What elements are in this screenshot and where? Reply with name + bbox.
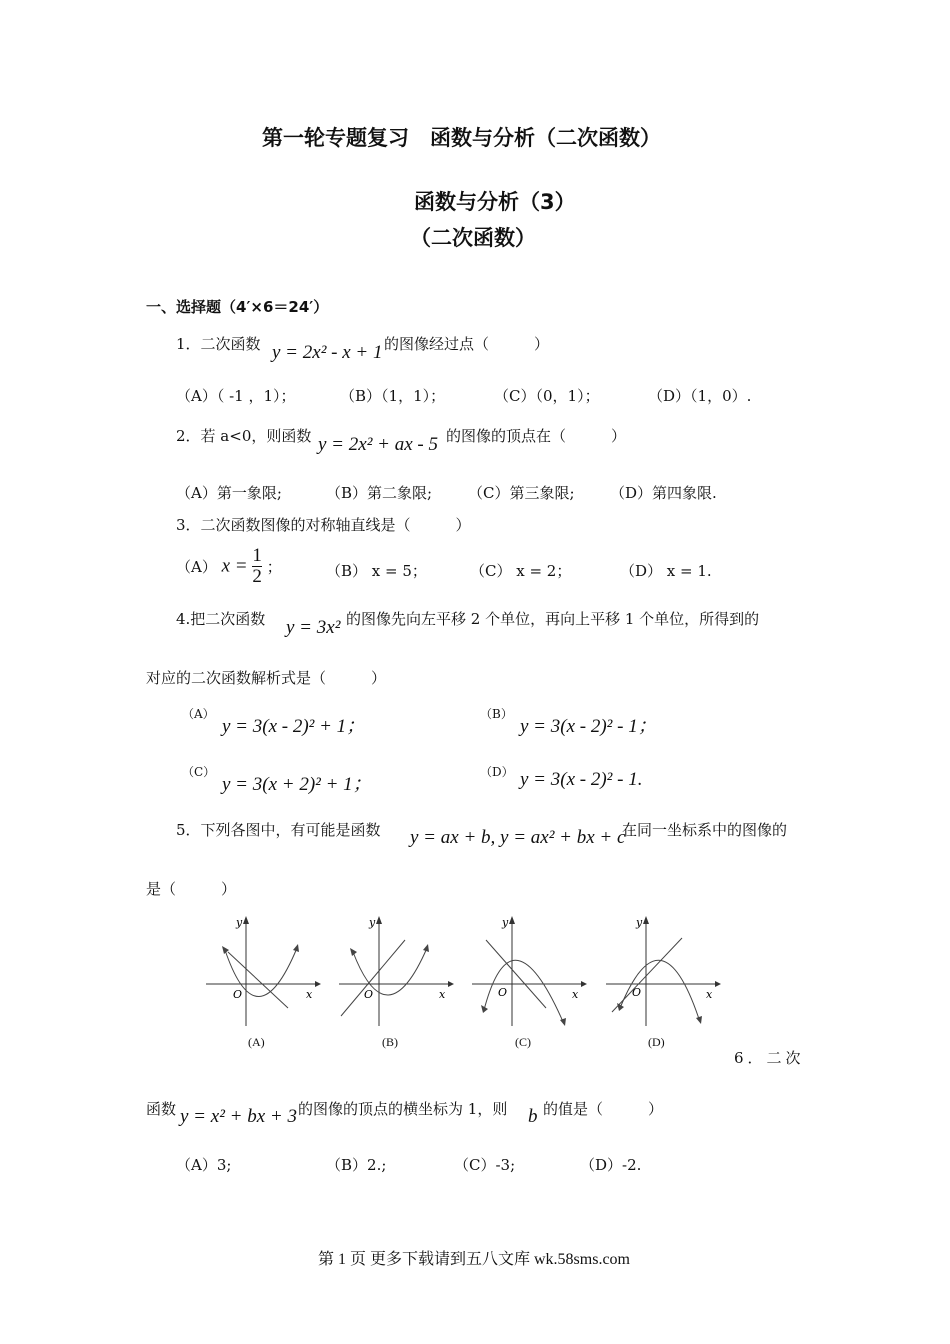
q5-line2: 是（ ） — [146, 880, 237, 898]
q2-option-b: （B）第二象限; — [326, 484, 433, 502]
q3-text: 3．二次函数图像的对称轴直线是（ ） — [176, 516, 471, 534]
q5-suffix: 在同一坐标系中的图像的 — [622, 821, 788, 839]
q4-option-d-formula: y = 3(x - 2)² - 1. — [520, 769, 643, 790]
q4-formula: y = 3x² — [286, 617, 341, 638]
graph-b-origin: O — [364, 988, 374, 1001]
graph-a-origin: O — [233, 988, 243, 1001]
graph-c — [466, 912, 596, 1032]
graph-a-y-label: y — [236, 916, 243, 929]
q6-suffix: 的值是（ ） — [543, 1100, 664, 1118]
q2-option-d: （D）第四象限. — [610, 484, 717, 502]
q3-option-a-fraction — [252, 546, 262, 587]
q6-option-a: （A）3; — [176, 1156, 232, 1174]
q5-formula: y = ax + b, y = ax² + bx + c — [410, 827, 626, 848]
page-subtitle: 函数与分析（3） — [414, 190, 576, 214]
q1-formula: y = 2x² - x + 1 — [272, 342, 383, 363]
q4-option-a-formula: y = 3(x - 2)² + 1； — [222, 716, 366, 737]
graph-d-origin: O — [632, 986, 642, 999]
q1-prefix: 1．二次函数 — [176, 335, 261, 353]
graph-d-x-label: x — [706, 988, 713, 1001]
q2-prefix: 2．若 a<0，则函数 — [176, 427, 312, 445]
page-title: 第一轮专题复习 函数与分析（二次函数） — [262, 126, 661, 150]
graph-b-x-label: x — [439, 988, 446, 1001]
q4-option-a-label: （A） — [182, 707, 215, 721]
q6-prefix: 函数 — [146, 1100, 177, 1118]
q1-option-c: （C）（0，1）； — [494, 387, 600, 405]
q6-lead: 6．二次 — [734, 1049, 805, 1067]
q3-option-a-label: （A） — [176, 558, 217, 576]
q4-option-c-label: （C） — [182, 765, 216, 779]
graph-b-y-label: y — [369, 916, 376, 929]
q4-option-c-formula: y = 3(x + 2)² + 1； — [222, 774, 372, 795]
graph-a-caption: (A) — [248, 1035, 265, 1049]
q3-fraction-denominator: 2 — [252, 566, 262, 587]
q4-option-b-label: （B） — [480, 707, 513, 721]
graph-c-x-label: x — [572, 988, 579, 1001]
graph-a — [200, 912, 330, 1032]
graph-d — [600, 912, 730, 1032]
q2-formula: y = 2x² + ax - 5 — [318, 434, 438, 455]
graph-a-x-label: x — [306, 988, 313, 1001]
q1-suffix: 的图像经过点（ ） — [384, 335, 550, 353]
q3-option-d: （D） x = 1. — [620, 562, 712, 580]
q6-formula: y = x² + bx + 3 — [180, 1106, 297, 1127]
q1-option-a: （A）（ -1 ，1）； — [176, 387, 296, 405]
q4-prefix: 4.把二次函数 — [176, 610, 266, 628]
q1-option-d: （D）（1，0）. — [648, 387, 752, 405]
q3-option-c: （C） x = 2； — [470, 562, 572, 580]
section-heading: 一、选择题（4′×6＝24′） — [146, 298, 329, 316]
q4-line2: 对应的二次函数解析式是（ ） — [146, 669, 387, 687]
q6-var-b: b — [528, 1106, 538, 1127]
q2-option-a: （A）第一象限; — [176, 484, 282, 502]
q3-fraction-numerator: 1 — [252, 545, 262, 566]
q3-option-b: （B） x = 5； — [326, 562, 427, 580]
graph-d-y-label: y — [636, 916, 643, 929]
q6-mid: 的图像的顶点的横坐标为 1，则 — [298, 1100, 508, 1118]
graph-c-origin: O — [498, 986, 508, 999]
q5-prefix: 5．下列各图中，有可能是函数 — [176, 821, 381, 839]
q3-option-a — [176, 546, 282, 587]
q1-option-b: （B）（1，1）； — [340, 387, 446, 405]
q6-option-d: （D）-2. — [580, 1156, 642, 1174]
q4-suffix: 的图像先向左平移 2 个单位，再向上平移 1 个单位，所得到的 — [346, 610, 760, 628]
q6-option-b: （B）2.; — [326, 1156, 387, 1174]
graph-b-caption: (B) — [382, 1035, 398, 1049]
q4-option-d-label: （D） — [480, 765, 514, 779]
q6-option-c: （C）-3; — [454, 1156, 516, 1174]
page-subtitle-2: （二次函数） — [410, 226, 536, 250]
graph-d-caption: (D) — [648, 1035, 665, 1049]
q2-suffix: 的图像的顶点在（ ） — [446, 427, 627, 445]
graph-c-y-label: y — [502, 916, 509, 929]
q4-option-b-formula: y = 3(x - 2)² - 1； — [520, 716, 657, 737]
graph-c-caption: (C) — [515, 1035, 531, 1049]
q3-option-a-end: ； — [266, 558, 282, 576]
graph-b — [333, 912, 463, 1032]
page-footer: 第 1 页 更多下载请到五八文库 wk.58sms.com — [318, 1251, 631, 1268]
q2-option-c: （C）第三象限; — [468, 484, 575, 502]
q3-option-a-lhs: x = — [221, 555, 248, 577]
